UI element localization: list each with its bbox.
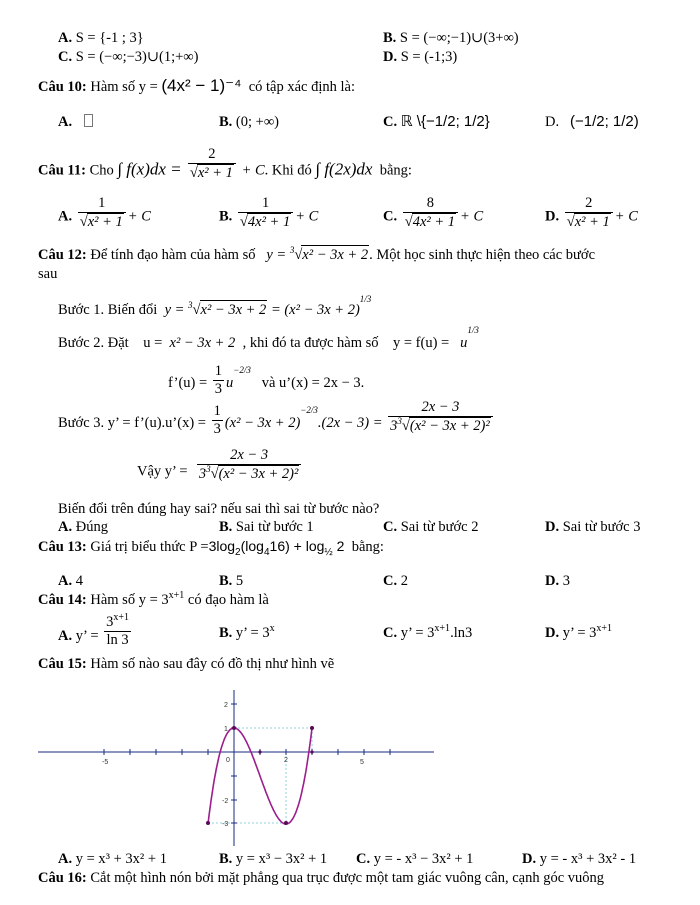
q10-option-c: C. ℝ \{−1/2; 1/2} <box>383 113 490 130</box>
q11-option-d: D. $\frac{2}{\text{√x² + 1}}$ + C <box>545 195 638 230</box>
q12-option-b: B. Sai từ bước 1 <box>219 519 314 535</box>
q12-step-2-derivative: f’(u) = $\frac{1}{3}$ $u^{-2/3}$ và u’(x) = 2x − 3. <box>168 363 365 397</box>
q9-option-a: A. S = {-1 ; 3} <box>58 30 144 46</box>
q10-option-a: A. <box>58 113 93 131</box>
missing-glyph-icon <box>84 114 93 127</box>
q9-option-d: D. S = (-1;3) <box>383 49 458 65</box>
q11-option-a: A. $\frac{1}{\text{√x² + 1}}$ + C <box>58 195 151 230</box>
x-tick-label: 5 <box>360 759 364 766</box>
q11-option-b: B. $\frac{1}{\text{√4x² + 1}}$ + C <box>219 195 319 230</box>
function-curve <box>208 728 312 824</box>
q15-option-c: C. y = - x³ − 3x² + 1 <box>356 851 474 867</box>
y-tick-label: -3 <box>222 821 229 828</box>
y-tick-label: -2 <box>222 798 229 805</box>
q11-stem: Câu 11: Cho ∫ f(x)dx = $\frac{2}{\text{√x² + 1}}$ + C. Khi đó ∫ f(2x)dx bằng: <box>38 146 412 181</box>
q12-conclusion: Vậy y’ = $\frac{2x - 3}{3^3√(x^2 - 3x + 2)^2}$ <box>137 461 303 483</box>
q14-option-d: D. y’ = $3^{x+1}$ <box>545 623 613 641</box>
y-tick-label: 1 <box>224 726 228 733</box>
x-tick-label: -5 <box>102 759 109 766</box>
q13-stem: Câu 13: Giá trị biểu thức $P =3\log_2(\log_416) + \log_{\frac{1}{2}} 2$ bằng: <box>38 538 384 558</box>
q15-option-b: B. y = x³ − 3x² + 1 <box>219 851 328 867</box>
q14-stem: Câu 14: Hàm số $y = 3^{x+1}$ có đạo hàm là <box>38 590 269 608</box>
q12-option-a: A. Đúng <box>58 519 108 535</box>
q12-question: Biến đổi trên đúng hay sai? nếu sai thì sai từ bước nào? <box>58 501 380 517</box>
q13-option-d: D. 3 <box>545 573 570 589</box>
q13-option-b: B. 5 <box>219 573 244 589</box>
q13-option-c: C. 2 <box>383 573 408 589</box>
q12-step-2: Bước 2. Đặt u = x² − 3x + 2 , khi đó ta được hàm số $y = f(u) = u^{1/3}$ <box>58 325 479 351</box>
q10-option-b: B. (0; +∞) <box>219 114 279 130</box>
q10-option-d: D. (−1/2; 1/2) <box>545 113 639 130</box>
q12-stem: Câu 12: Để tính đạo hàm của hàm số y = $^3$√x² − 3x + 2. Một học sinh thực hiện theo các bước <box>38 245 596 263</box>
x-tick-label: 2 <box>284 757 288 764</box>
q9-option-b: B. S = (−∞;−1)∪(3+∞) <box>383 30 519 46</box>
q16-stem: Câu 16: Cắt một hình nón bởi mặt phẳng qua trục được một tam giác vuông cân, cạnh góc vuông <box>38 870 605 886</box>
q12-option-c: C. Sai từ bước 2 <box>383 519 479 535</box>
q10-stem: Câu 10: Hàm số y = (4x² − 1)⁻⁴ có tập xác định là: <box>38 76 355 95</box>
q15-option-a: A. y = x³ + 3x² + 1 <box>58 851 167 867</box>
y-tick-label: 2 <box>224 702 228 709</box>
cubic-function-graph <box>36 690 436 846</box>
q12-stem-continued: sau <box>38 266 58 282</box>
q15-stem: Câu 15: Hàm số nào sau đây có đồ thị như hình vẽ <box>38 656 335 672</box>
q9-option-c: C. S = (−∞;−3)∪(1;+∞) <box>58 49 199 65</box>
q12-option-d: D. Sai từ bước 3 <box>545 519 641 535</box>
q14-option-a: A. y’ = $\frac{3^{x+1}}{\ln 3}$ <box>58 612 130 648</box>
q14-option-b: B. y’ = $3^x$ <box>219 623 275 641</box>
q14-option-c: C. y’ = $3^{x+1}.\ln 3$ <box>383 623 473 641</box>
x-tick-label: 0 <box>226 757 230 764</box>
q15-option-d: D. y = - x³ + 3x² - 1 <box>522 851 637 867</box>
q10-expression: (4x² − 1)⁻⁴ <box>161 76 242 95</box>
q12-step-3: Bước 3. y’ = f’(u).u’(x) = $\frac{1}{3}$ $(x^2 - 3x + 2)^{-2/3}.(2x - 3)$ = $\frac{2x - 3}{3^3√(x^2 - 3x + 2)^2}$ <box>58 409 495 438</box>
q11-option-c: C. $\frac{8}{\text{√4x² + 1}}$ + C <box>383 195 484 230</box>
q12-step-1: Bước 1. Biến đổi $y = ^3√x^2 - 3x + 2 = (x^2 - 3x + 2)^{1/3}$ <box>58 294 372 318</box>
q13-option-a: A. 4 <box>58 573 83 589</box>
